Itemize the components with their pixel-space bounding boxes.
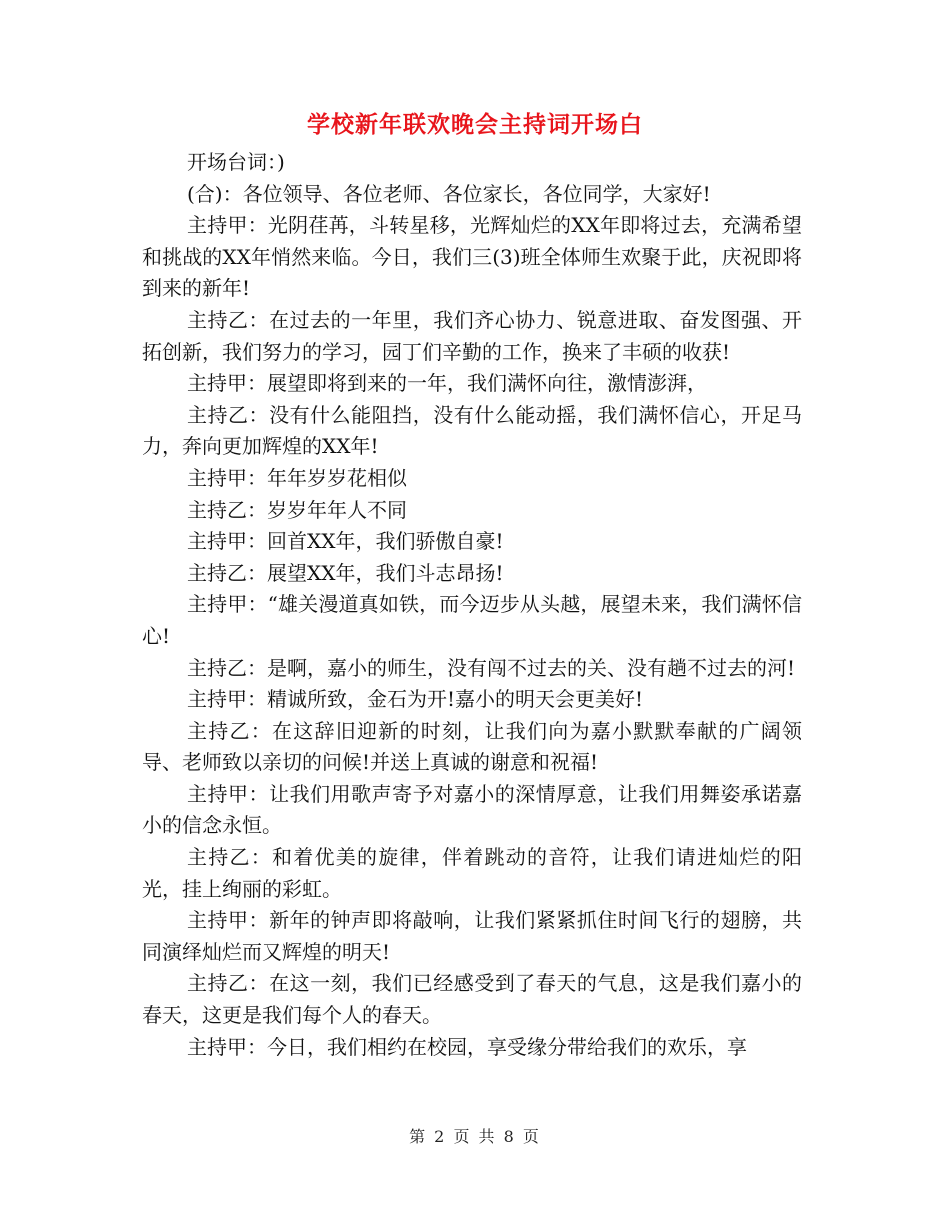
paragraph: 主持甲：年年岁岁花相似 (187, 465, 407, 490)
paragraph: 主持乙：和着优美的旋律，伴着跳动的音符，让我们请进灿烂的阳光，挂上绚丽的彩虹。 (142, 845, 802, 901)
document-title: 学校新年联欢晚会主持词开场白 (307, 111, 643, 138)
paragraph: 主持甲：精诚所致，金石为开!嘉小的明天会更美好! (187, 687, 644, 712)
paragraph: 主持甲：回首XX年，我们骄傲自豪! (187, 529, 504, 554)
paragraph: 主持乙：在这一刻，我们已经感受到了春天的气息，这是我们嘉小的春天，这更是我们每个人的春天。 (142, 971, 802, 1028)
paragraph: (合)：各位领导、各位老师、各位家长，各位同学，大家好! (187, 181, 711, 206)
paragraph: 主持乙：在这辞旧迎新的时刻，让我们向为嘉小默默奉献的广阔领导、老师致以亲切的问候!并送上真诚的谢意和祝福! (142, 718, 802, 775)
paragraph: 主持甲：光阴荏苒，斗转星移，光辉灿烂的XX年即将过去，充满希望和挑战的XX年悄然来临。今日，我们三(3)班全体师生欢聚于此，庆祝即将到来的新年! (142, 213, 802, 301)
paragraph: 主持甲：新年的钟声即将敲响，让我们紧紧抓住时间飞行的翅膀，共同演绎灿烂而又辉煌的明天! (142, 908, 802, 964)
paragraph: 主持甲：让我们用歌声寄予对嘉小的深情厚意，让我们用舞姿承诺嘉小的信念永恒。 (142, 781, 802, 838)
paragraph: 主持甲：今日，我们相约在校园，享受缘分带给我们的欢乐，享 (187, 1034, 747, 1059)
paragraph: 主持甲：“雄关漫道真如铁，而今迈步从头越，展望未来，我们满怀信心! (142, 592, 802, 648)
paragraph: 主持乙：是啊，嘉小的师生，没有闯不过去的关、没有趟不过去的河! (187, 655, 796, 680)
paragraph: 主持乙：岁岁年年人不同 (187, 497, 407, 522)
paragraph: 主持乙：展望XX年，我们斗志昂扬! (187, 560, 504, 585)
paragraph: 主持乙：没有什么能阻挡，没有什么能动摇，我们满怀信心，开足马力，奔向更加辉煌的XX年! (142, 402, 802, 459)
paragraph: 主持乙：在过去的一年里，我们齐心协力、锐意进取、奋发图强、开拓创新，我们努力的学习，园丁们辛勤的工作，换来了丰硕的收获! (142, 307, 802, 364)
paragraph: 开场台词：) (187, 150, 285, 174)
paragraph: 主持甲：展望即将到来的一年，我们满怀向往，激情澎湃， (187, 371, 707, 396)
document-body (142, 147, 802, 1063)
page-number-footer: 第 2 页 共 8 页 (409, 1127, 541, 1146)
